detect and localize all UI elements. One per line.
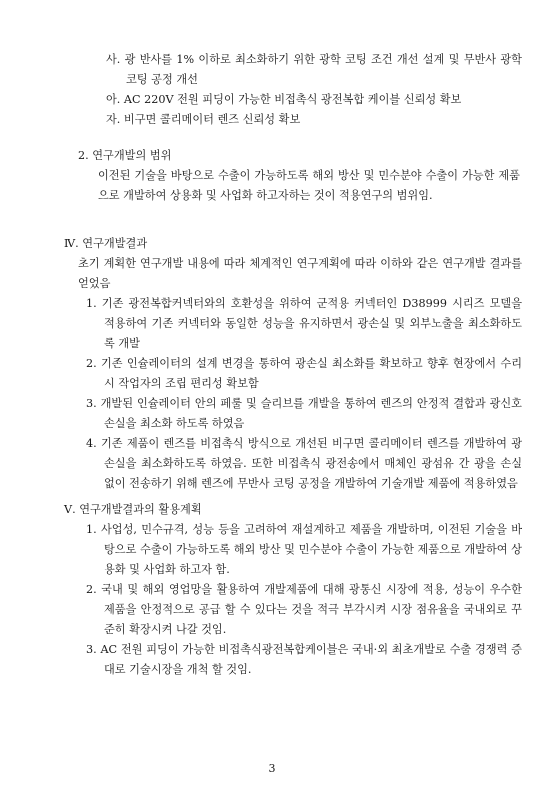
results-item-1: 1. 기존 광전복합커넥터와의 호환성을 위하여 군적용 커넥터인 D38999 시리즈 모델을 적용하여 기존 커넥터와 동일한 성능을 유지하면서 광손실 및 외부노출을 최소화하도록 개발 (86, 297, 522, 350)
sub-item-sa: 사. 광 반사를 1% 이하로 최소화하기 위한 광학 코팅 조건 개선 설계 및 무반사 광학 코팅 공정 개선 (106, 53, 522, 86)
results-item-4: 4. 기존 제품이 렌즈를 비접촉식 방식으로 개선된 비구면 콜리메이터 렌즈를 개발하여 광손실을 최소화하도록 하였음. 또한 비접촉식 광전송에서 매체인 광섬유 간 광을 손실 없이 전송하기 위해 렌즈에 무반사 코팅 공정을 개발하여 기술개발 제품에 적용하였음 (86, 437, 522, 490)
usage-list (86, 520, 522, 680)
sub-item-ja: 자. 비구면 콜리메이터 렌즈 신뢰성 확보 (106, 113, 301, 126)
results-heading: Ⅳ. 연구개발결과 (64, 237, 148, 250)
scope-heading: 2. 연구개발의 범위 (78, 149, 172, 162)
sub-item-list (106, 50, 522, 130)
results-intro: 초기 계획한 연구개발 내용에 따라 체계적인 연구계획에 따라 이하와 같은 연구개발 결과를 얻었음 (78, 257, 522, 290)
usage-heading: Ⅴ. 연구개발결과의 활용계획 (64, 503, 202, 516)
scope-body: 이전된 기술을 바탕으로 수출이 가능하도록 해외 방산 및 민수분야 수출이 가능한 제품으로 개발하여 상용화 및 사업화 하고자하는 것이 적용연구의 범위임. (98, 169, 520, 202)
usage-item-1: 1. 사업성, 민수규격, 성능 등을 고려하여 재설계하고 제품을 개발하며, 이전된 기술을 바탕으로 수출이 가능하도록 해외 방산 및 민수분야 수출이 가능한 제품으로 개발하여 상용화 및 사업화 하고자 함. (86, 523, 522, 576)
results-list (86, 294, 522, 494)
results-item-3: 3. 개발된 인슐레이터 안의 페룰 및 슬리브를 개발을 통하여 렌즈의 안정적 결합과 광신호 손실을 최소화 하도록 하였음 (86, 397, 522, 430)
usage-item-3: 3. AC 전원 피딩이 가능한 비접촉식광전복합케이블은 국내·외 최초개발로 수출 경쟁력 증대로 기술시장을 개척 할 것임. (86, 643, 522, 676)
results-item-2: 2. 기존 인슐레이터의 설계 변경을 통하여 광손실 최소화를 확보하고 향후 현장에서 수리시 작업자의 조립 편리성 확보함 (86, 357, 522, 390)
usage-item-2: 2. 국내 및 해외 영업망을 활용하여 개발제품에 대해 광통신 시장에 적용, 성능이 우수한 제품을 안정적으로 공급 할 수 있다는 것을 적극 부각시켜 시장 점유율을 국내외로 꾸준히 확장시켜 나갈 것임. (86, 583, 522, 636)
sub-item-a: 아. AC 220V 전원 피딩이 가능한 비접촉식 광전복합 케이블 신뢰성 확보 (106, 93, 462, 106)
page-number: 3 (268, 762, 276, 775)
